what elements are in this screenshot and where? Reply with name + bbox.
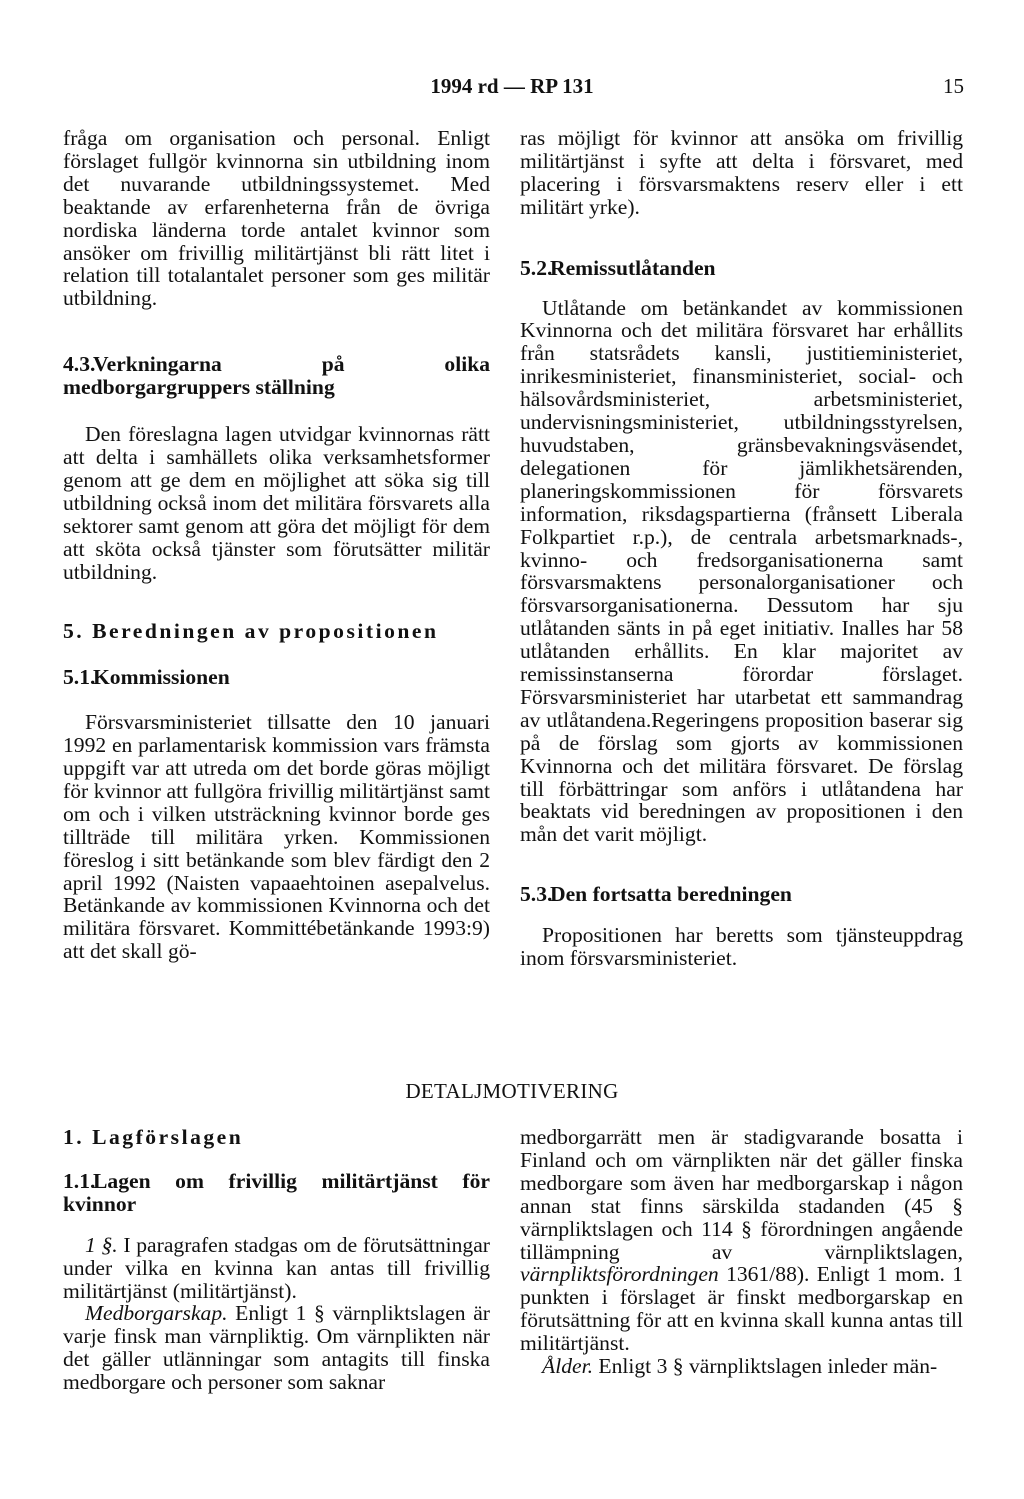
section-number: 1.1. <box>63 1168 96 1193</box>
section-ref: 1 §. <box>85 1232 118 1257</box>
paragraph <box>520 1126 963 1355</box>
section-heading-5-3 <box>520 883 963 906</box>
paragraph-text: 1361/88). Enligt 1 mom. 1 punkten i förslaget är finskt medborgarskap en förutsättning för att en kvinna skall kunna antas till militärtjänst. <box>520 1262 963 1356</box>
paragraph: Propositionen har beretts som tjänsteuppdrag inom försvarsministeriet. <box>520 923 963 971</box>
section-title: Lagen om frivillig militärtjänst för kvinnor <box>63 1168 490 1216</box>
subheading: Medborgarskap. <box>85 1301 228 1326</box>
section-number: 5.1. <box>63 665 96 690</box>
section-title: Den fortsatta beredningen <box>550 882 792 907</box>
subheading: Ålder. <box>542 1354 593 1379</box>
emphasis: värnpliktsförordningen <box>520 1262 719 1287</box>
section-heading-1-1 <box>63 1170 490 1216</box>
section-heading-4-3 <box>63 353 490 399</box>
running-header: 1994 rd — RP 131 <box>430 74 594 98</box>
detail-heading: DETALJMOTIVERING <box>405 1079 619 1103</box>
section-number: 4.3. <box>63 352 96 377</box>
paragraph-text: Enligt 1 § värnpliktslagen är varje finsk man värnpliktig. Om värnplikten när det gäller utlänningar som antagits till finska medborgare och personer som saknar <box>63 1301 490 1395</box>
paragraph: ras möjligt för kvinnor att ansöka om frivillig militärtjänst i syfte att delta i försvaret, med placering i försvarsmaktens reserv eller i ett militärt yrke). <box>520 126 963 219</box>
paragraph-text: medborgarrätt men är stadigvarande bosatta i Finland och om värnplikten när det gäller finska medborgare som även har medborgarskap i någon annan stat finns särskilda stadanden (45 § värnpliktslagen och 114 § förordningen angående tillämpning av värnpliktslagen, <box>520 1125 963 1264</box>
paragraph <box>520 1355 963 1378</box>
section-number: 5.2. <box>520 255 553 280</box>
section-title: Remissutlåtanden <box>550 255 716 280</box>
paragraph-text: I paragrafen stadgas om de förutsättningar under vilka en kvinna kan antas till frivillig militärtjänst (militärtjänst). <box>63 1232 490 1303</box>
paragraph-text: Enligt 3 § värnpliktslagen inleder män- <box>592 1354 938 1379</box>
paragraph: Utlåtande om betänkandet av kommissionen Kvinnorna och det militära försvaret har erhållits från statsrådets kansli, justitieministeriet, inrikesministeriet, finansministeriet, social- och hälsovårdsministeriet, arbetsministeriet, undervisningsministeriet, utbildningsstyrelsen, huvudstaben, gränsbevakningsväsendet, delegationen för jämlikhetsärenden, planeringskommissionen för försvarets information, riksdagspartierna (frånsett Liberala Folkpartiet r.p.), de centrala arbetsmarknads-, kvinno- och fredsorganisationerna samt försvarsmaktens personalorganisationer och försvarsorganisationerna. Dessutom har sju utlåtanden sänts in på eget initiativ. Inalles har 58 utlåtanden erhållits. En klar majoritet av remissinstanserna förordar förslaget. Försvarsministeriet har utarbetat ett sammandrag av utlåtandena.Regeringens proposition baserar sig på de förslag som gjorts av kommissionen Kvinnorna och det militära försvaret. De förslag till förbättringar som anförs i utlåtandena har beaktats vid beredningen av propositionen i den mån det varit möjligt. <box>520 295 963 847</box>
page-number: 15 <box>943 74 964 98</box>
chapter-heading-5: 5. Beredningen av propositionen <box>63 619 439 644</box>
section-heading-5-1 <box>63 666 490 689</box>
paragraph: Den föreslagna lagen utvidgar kvinnornas rätt att delta i samhällets olika verksamhetsformer genom att ge dem en möjlighet att söka sig till utbildning också inom det militära försvarets alla sektorer samt genom att göra det möjligt för dem att sköta också tjänster som förutsätter militär utbildning. <box>63 422 490 584</box>
left-column <box>63 127 490 963</box>
section-title: Verkningarna på olika medborgargruppers ställning <box>63 352 490 400</box>
paragraph: Försvarsministeriet tillsatte den 10 januari 1992 en parlamentarisk kommission vars främsta uppgift var att utreda om det borde göras möjligt för kvinnor att fullgöra frivillig militärtjänst samt om och i vilken utsträckning kvinnor borde ges tillträde till militära yrken. Kommissionen föreslog i sitt betänkande som blev färdigt den 2 april 1992 (Naisten vapaaehtoinen asepalvelus. Betänkande av kommissionen Kvinnorna och det militära försvaret. Kommittébetänkande 1993:9) att det skall gö- <box>63 710 490 964</box>
section-title: Kommissionen <box>93 665 230 690</box>
section-number: 5.3. <box>520 882 553 907</box>
paragraph <box>63 1302 490 1394</box>
paragraph: fråga om organisation och personal. Enligt förslaget fullgör kvinnorna sin utbildning inom det nuvarande utbildningssystemet. Med beaktande av erfarenheterna från de övriga nordiska länderna torde antalet kvinnor som ansöker om frivillig militärtjänst bli rätt litet i relation till totalantalet personer som ges militär utbildning. <box>63 126 490 311</box>
right-column <box>520 127 963 970</box>
section-heading-5-2 <box>520 257 963 280</box>
lower-right-column <box>520 1126 963 1378</box>
lower-left-column <box>63 1126 490 1394</box>
paragraph <box>63 1234 490 1303</box>
chapter-heading-1: 1. Lagförslagen <box>63 1125 244 1149</box>
